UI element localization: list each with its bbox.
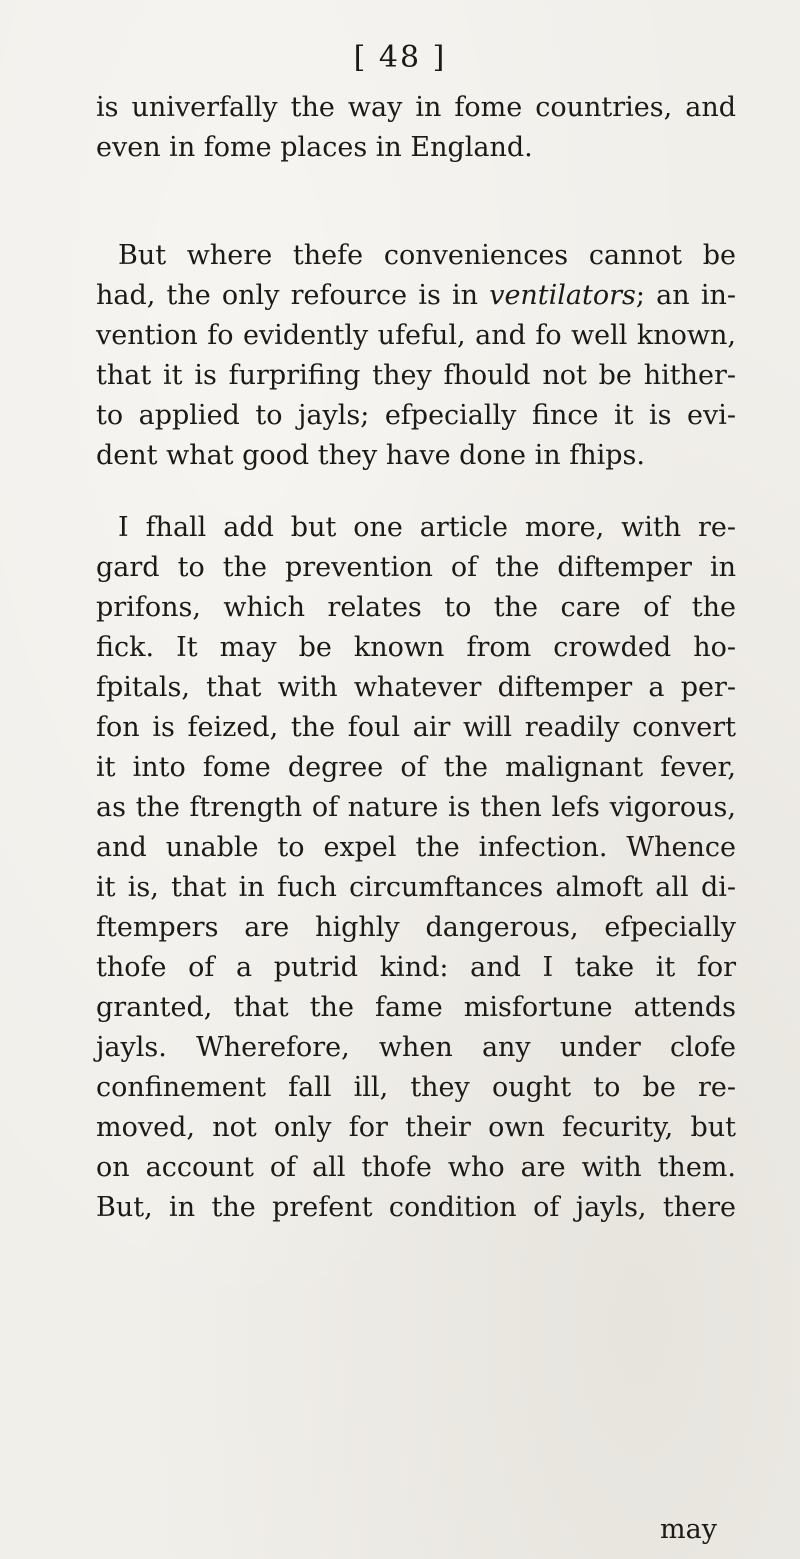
text-line: confinement fall ill, they ought to be re-	[96, 1072, 736, 1103]
paragraph-2	[96, 236, 736, 476]
text-line: and unable to expel the infection. Whence	[96, 832, 736, 863]
page-number: [ 48 ]	[353, 40, 447, 75]
paragraph-1	[96, 88, 736, 168]
text-line: it into fome degree of the malignant fever,	[96, 752, 736, 783]
text-line: gard to the prevention of the diftemper in	[96, 552, 736, 583]
text-line: on account of all thofe who are with them.	[96, 1152, 736, 1183]
text-line: is univerfally the way in fome countries, and	[96, 92, 736, 123]
italic-word: ventilators	[489, 280, 636, 311]
text-line: moved, not only for their own fecurity, but	[96, 1112, 736, 1143]
text-line: that it is furprifing they fhould not be hither-	[96, 360, 736, 391]
text-line: But where thefe conveniences cannot be	[118, 240, 736, 271]
text-line: as the ftrength of nature is then lefs vigorous,	[96, 792, 736, 823]
text-line: it is, that in fuch circumftances almoft all di-	[96, 872, 736, 903]
text-line: But, in the prefent condition of jayls, there	[96, 1192, 736, 1223]
text-line: granted, that the fame misfortune attends	[96, 992, 736, 1023]
text-line: I fhall add but one article more, with re-	[118, 512, 736, 543]
text-line-ventilators: had, the only refource is in ventilators; an in-	[96, 280, 736, 311]
text-line: jayls. Wherefore, when any under clofe	[96, 1032, 736, 1063]
text-line: fick. It may be known from crowded ho-	[96, 632, 736, 663]
text-line: ftempers are highly dangerous, efpecially	[96, 912, 736, 943]
paragraph-3	[96, 508, 736, 1228]
text-line: fon is feized, the foul air will readily convert	[96, 712, 736, 743]
text-line: vention fo evidently ufeful, and fo well known,	[96, 320, 736, 351]
text-line: prifons, which relates to the care of the	[96, 592, 736, 623]
text-line: dent what good they have done in fhips.	[96, 440, 645, 471]
catchword: may	[660, 1514, 717, 1545]
text-line: fpitals, that with whatever diftemper a per-	[96, 672, 736, 703]
text-line: thofe of a putrid kind: and I take it for	[96, 952, 736, 983]
text-line: even in fome places in England.	[96, 132, 533, 163]
text-line: to applied to jayls; efpecially fince it is evi-	[96, 400, 736, 431]
